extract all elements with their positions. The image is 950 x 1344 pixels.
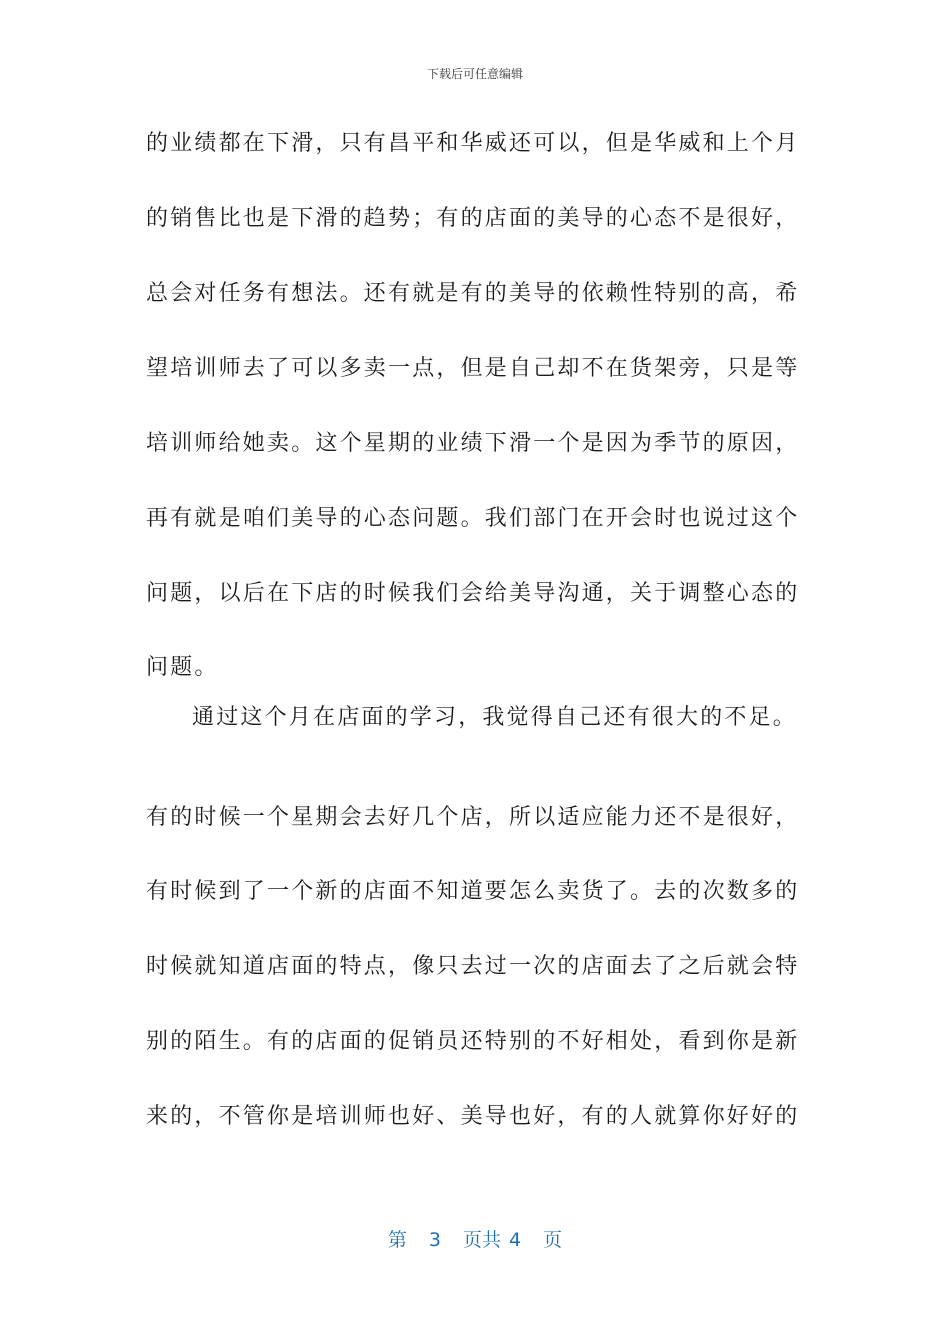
body-line: 再有就是咱们美导的心态问题。我们部门在开会时也说过这个 — [146, 506, 800, 531]
body-line: 来的，不管你是培训师也好、美导也好，有的人就算你好好的 — [146, 1104, 800, 1129]
body-line: 有的时候一个星期会去好几个店，所以适应能力还不是很好， — [146, 805, 800, 830]
total-pages-number: 4 — [509, 1229, 522, 1251]
page-prefix: 第 — [387, 1229, 407, 1251]
page-header: 下载后可任意编辑 — [426, 67, 523, 81]
body-line: 问题。 — [146, 655, 219, 680]
body-line: 的业绩都在下滑，只有昌平和华威还可以，但是华威和上个月 — [146, 131, 800, 156]
paragraph-first-line: 通过这个月在店面的学习，我觉得自己还有很大的不足。 — [192, 705, 798, 730]
body-line: 总会对任务有想法。还有就是有的美导的依赖性特别的高，希 — [146, 281, 800, 306]
body-line: 问题，以后在下店的时候我们会给美导沟通，关于调整心态的 — [146, 581, 800, 606]
body-line: 有时候到了一个新的店面不知道要怎么卖货了。去的次数多的 — [146, 879, 800, 904]
page-footer — [0, 1226, 950, 1254]
body-line: 别的陌生。有的店面的促销员还特别的不好相处，看到你是新 — [146, 1029, 800, 1054]
body-line: 时候就知道店面的特点，像只去过一次的店面去了之后就会特 — [146, 954, 800, 979]
body-line: 的销售比也是下滑的趋势；有的店面的美导的心态不是很好， — [146, 206, 800, 231]
page-mid: 页共 — [462, 1229, 501, 1251]
current-page-number: 3 — [428, 1229, 441, 1251]
body-line: 望培训师去了可以多卖一点，但是自己却不在货架旁，只是等 — [146, 356, 800, 381]
page-suffix: 页 — [543, 1229, 563, 1251]
body-line: 培训师给她卖。这个星期的业绩下滑一个是因为季节的原因， — [146, 431, 800, 456]
